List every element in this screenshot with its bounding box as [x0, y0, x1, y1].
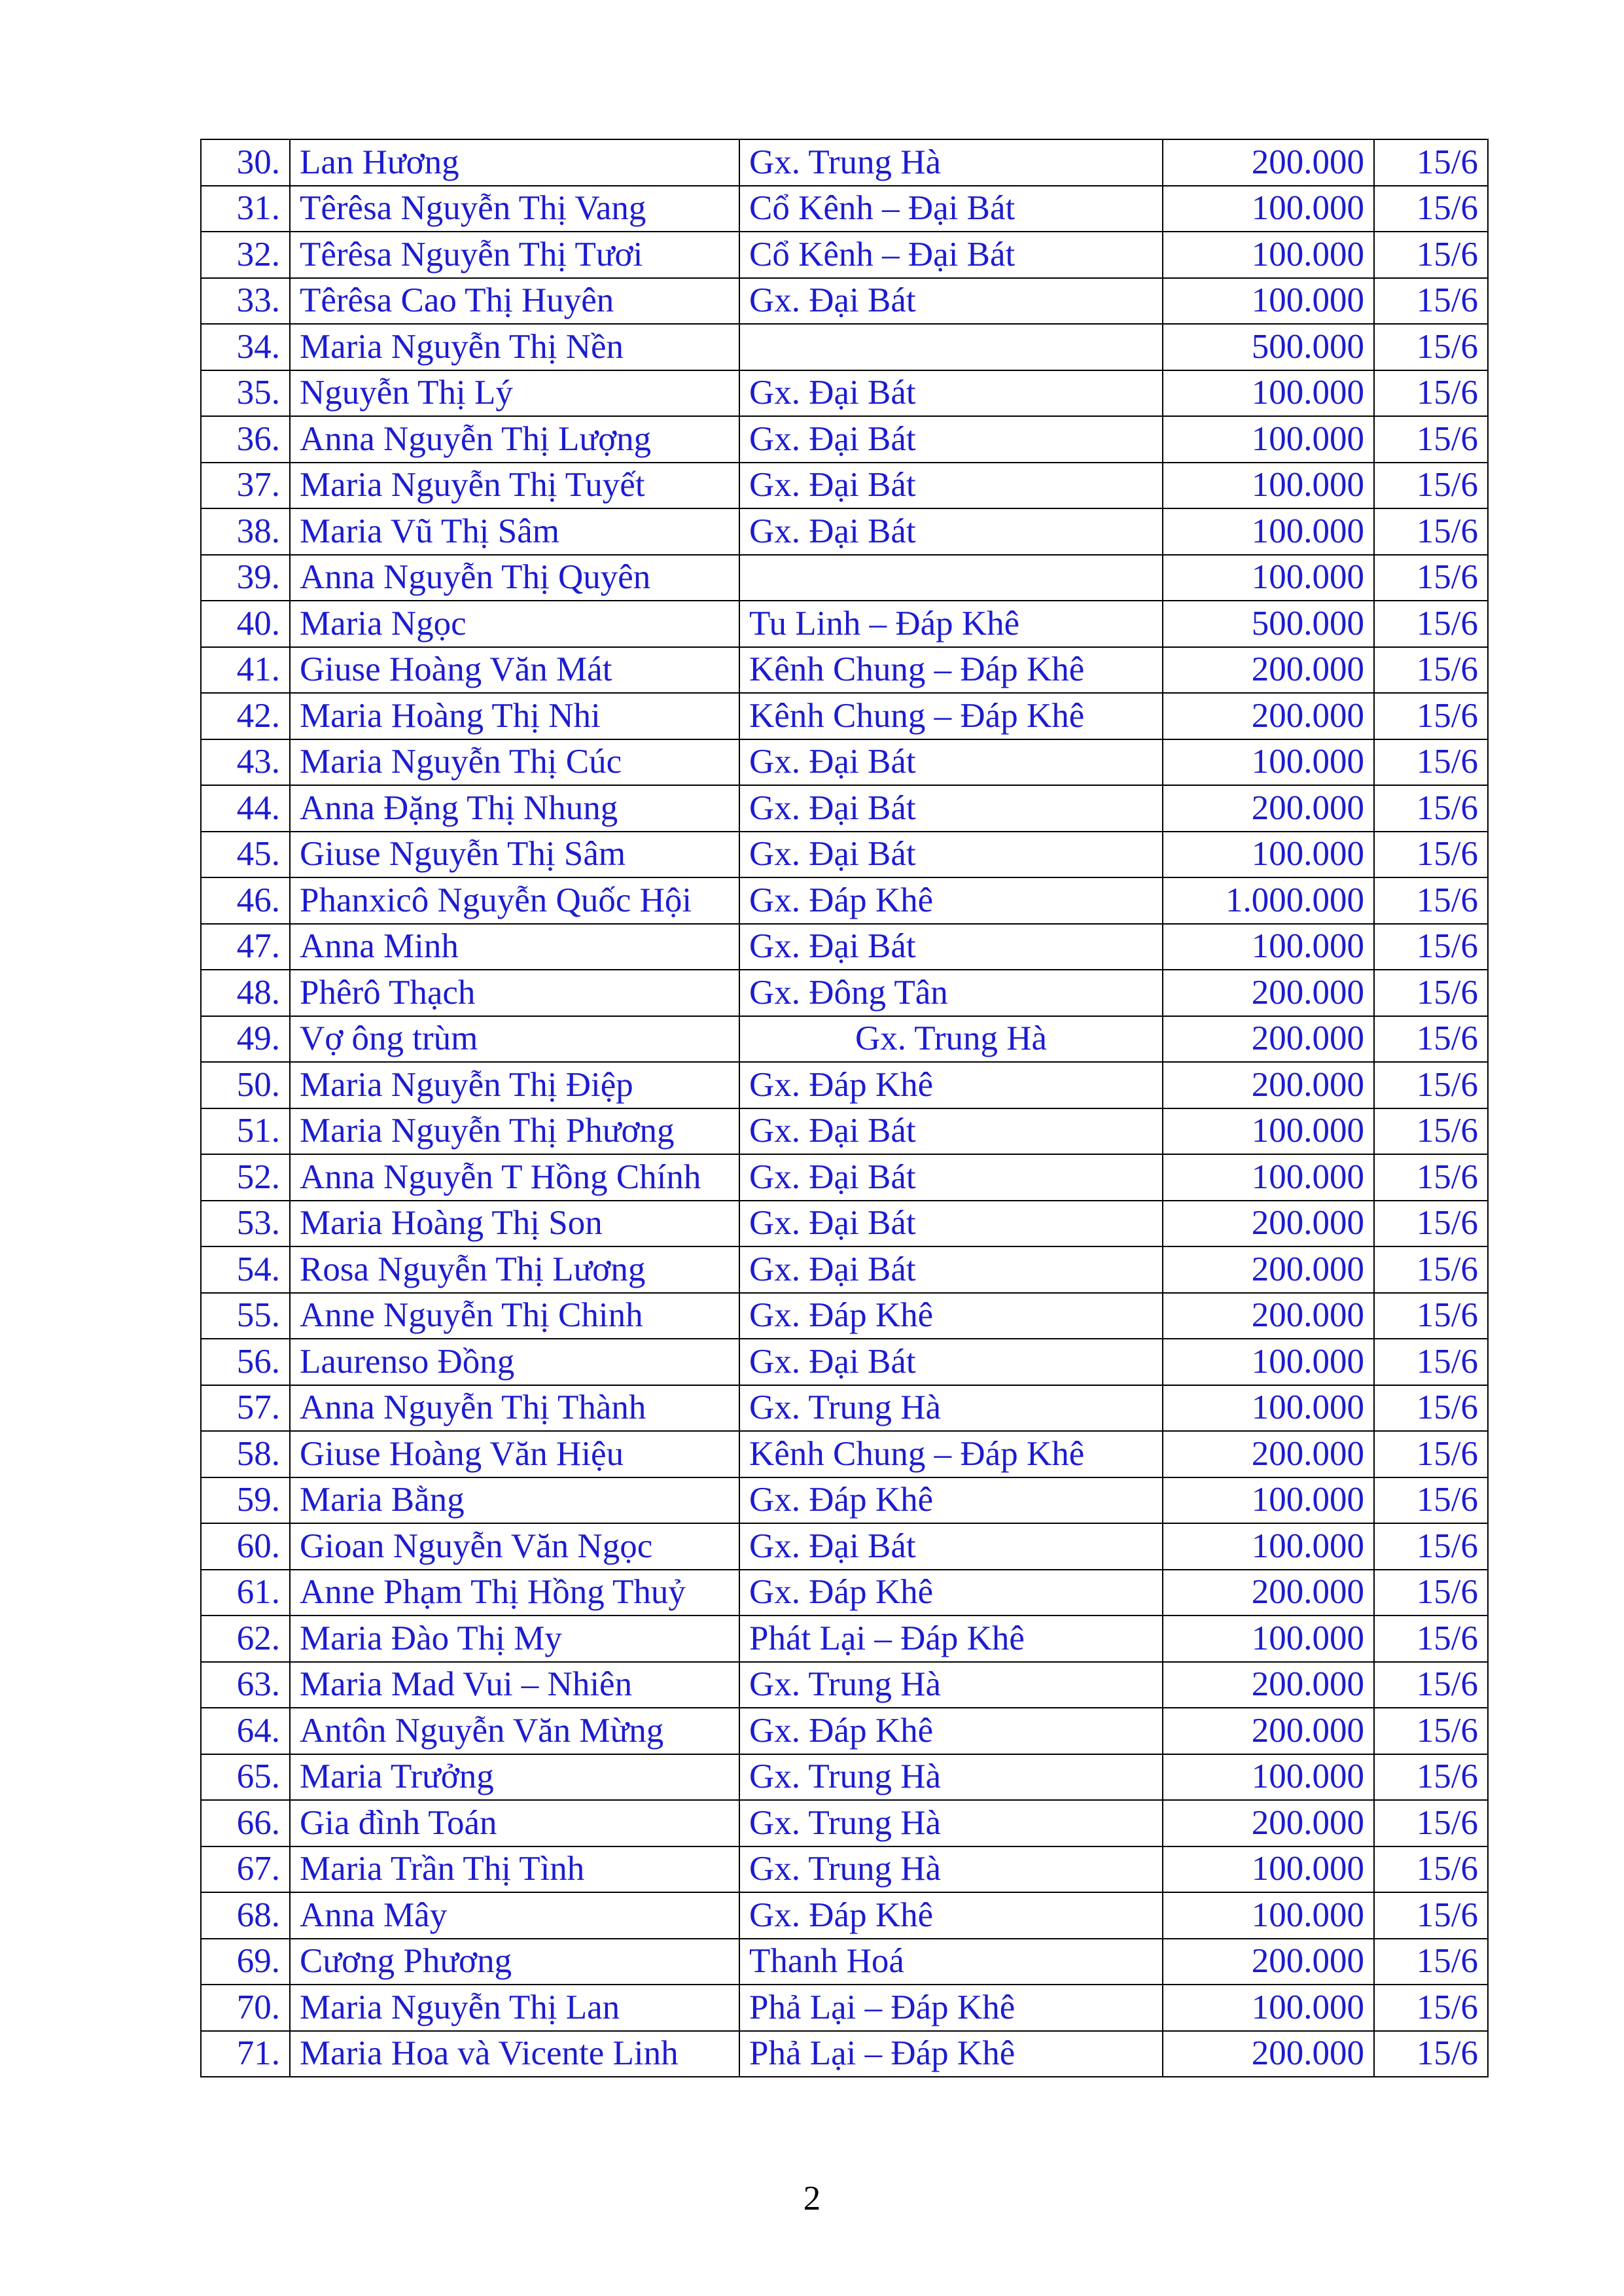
donor-name: Maria Hoàng Thị Son [290, 1201, 739, 1247]
donor-name: Anna Nguyễn Thị Thành [290, 1385, 739, 1432]
donation-date: 15/6 [1374, 555, 1488, 601]
donation-date: 15/6 [1374, 1939, 1488, 1985]
donation-date: 15/6 [1374, 970, 1488, 1016]
donor-name: Maria Nguyễn Thị Phương [290, 1108, 739, 1155]
table-row [201, 1846, 1488, 1893]
row-number: 59. [201, 1477, 290, 1524]
donor-place: Gx. Trung Hà [739, 139, 1163, 186]
donation-amount: 200.000 [1163, 693, 1374, 739]
donor-name: Laurenso Đồng [290, 1339, 739, 1385]
table-row [201, 555, 1488, 601]
donation-date: 15/6 [1374, 2031, 1488, 2077]
donation-amount: 1.000.000 [1163, 877, 1374, 924]
donation-date: 15/6 [1374, 1154, 1488, 1201]
donation-date: 15/6 [1374, 278, 1488, 325]
row-number: 58. [201, 1431, 290, 1477]
row-number: 68. [201, 1892, 290, 1939]
donor-name: Anna Nguyễn Thị Quyên [290, 555, 739, 601]
donation-amount: 100.000 [1163, 1846, 1374, 1893]
donation-amount: 100.000 [1163, 1523, 1374, 1570]
donation-date: 15/6 [1374, 1431, 1488, 1477]
donation-date: 15/6 [1374, 1846, 1488, 1893]
donor-place: Gx. Trung Hà [739, 1016, 1163, 1063]
donor-name: Anne Nguyễn Thị Chinh [290, 1293, 739, 1339]
donation-date: 15/6 [1374, 647, 1488, 694]
table-row [201, 1892, 1488, 1939]
donor-name: Anna Mây [290, 1892, 739, 1939]
donor-place: Gx. Đông Tân [739, 970, 1163, 1016]
donor-place: Gx. Trung Hà [739, 1800, 1163, 1846]
row-number: 47. [201, 924, 290, 970]
row-number: 56. [201, 1339, 290, 1385]
donation-amount: 100.000 [1163, 463, 1374, 509]
donation-amount: 200.000 [1163, 1062, 1374, 1108]
row-number: 35. [201, 370, 290, 417]
donation-amount: 500.000 [1163, 601, 1374, 647]
donation-date: 15/6 [1374, 463, 1488, 509]
donation-amount: 100.000 [1163, 1985, 1374, 2031]
donation-date: 15/6 [1374, 877, 1488, 924]
donor-name: Maria Nguyễn Thị Cúc [290, 739, 739, 786]
donation-amount: 100.000 [1163, 186, 1374, 232]
donor-name: Rosa Nguyễn Thị Lương [290, 1246, 739, 1293]
row-number: 41. [201, 647, 290, 694]
table-row [201, 693, 1488, 739]
donation-amount: 200.000 [1163, 970, 1374, 1016]
donor-name: Anna Đặng Thị Nhung [290, 785, 739, 832]
row-number: 69. [201, 1939, 290, 1985]
donation-date: 15/6 [1374, 1293, 1488, 1339]
donation-amount: 100.000 [1163, 1385, 1374, 1432]
donation-date: 15/6 [1374, 1892, 1488, 1939]
donation-date: 15/6 [1374, 924, 1488, 970]
donor-place: Gx. Đại Bát [739, 416, 1163, 463]
donation-date: 15/6 [1374, 370, 1488, 417]
donor-name: Anna Nguyễn Thị Lượng [290, 416, 739, 463]
donor-place: Gx. Đáp Khê [739, 1062, 1163, 1108]
donation-amount: 100.000 [1163, 924, 1374, 970]
donation-date: 15/6 [1374, 508, 1488, 555]
donor-place: Gx. Đáp Khê [739, 1293, 1163, 1339]
donation-amount: 200.000 [1163, 1662, 1374, 1708]
donation-date: 15/6 [1374, 1201, 1488, 1247]
row-number: 32. [201, 232, 290, 278]
donor-place: Gx. Đại Bát [739, 278, 1163, 325]
donation-amount: 100.000 [1163, 832, 1374, 878]
donation-amount: 100.000 [1163, 1616, 1374, 1662]
donation-amount: 100.000 [1163, 1108, 1374, 1155]
donation-date: 15/6 [1374, 1616, 1488, 1662]
table-row [201, 785, 1488, 832]
donor-place: Gx. Trung Hà [739, 1385, 1163, 1432]
donation-date: 15/6 [1374, 1246, 1488, 1293]
donation-amount: 100.000 [1163, 232, 1374, 278]
row-number: 50. [201, 1062, 290, 1108]
donation-amount: 200.000 [1163, 1939, 1374, 1985]
donor-place: Gx. Đại Bát [739, 785, 1163, 832]
donation-amount: 100.000 [1163, 555, 1374, 601]
table-row [201, 877, 1488, 924]
table-row [201, 1939, 1488, 1985]
donor-place: Gx. Đại Bát [739, 1246, 1163, 1293]
row-number: 49. [201, 1016, 290, 1063]
donor-name: Cương Phương [290, 1939, 739, 1985]
donation-amount: 100.000 [1163, 370, 1374, 417]
row-number: 52. [201, 1154, 290, 1201]
donor-place: Gx. Đáp Khê [739, 1892, 1163, 1939]
donation-amount: 100.000 [1163, 1154, 1374, 1201]
donor-place: Kênh Chung – Đáp Khê [739, 693, 1163, 739]
row-number: 51. [201, 1108, 290, 1155]
donor-place: Gx. Đại Bát [739, 1108, 1163, 1155]
donor-name: Maria Mad Vui – Nhiên [290, 1662, 739, 1708]
donor-place: Gx. Trung Hà [739, 1846, 1163, 1893]
donation-amount: 200.000 [1163, 1708, 1374, 1754]
donation-amount: 100.000 [1163, 416, 1374, 463]
donation-date: 15/6 [1374, 139, 1488, 186]
donation-table [200, 139, 1489, 2077]
donation-date: 15/6 [1374, 785, 1488, 832]
donor-name: Maria Bằng [290, 1477, 739, 1524]
donation-date: 15/6 [1374, 1477, 1488, 1524]
donation-amount: 100.000 [1163, 1339, 1374, 1385]
donor-name: Anne Phạm Thị Hồng Thuỷ [290, 1570, 739, 1616]
table-row [201, 1477, 1488, 1524]
table-row [201, 832, 1488, 878]
table-row [201, 739, 1488, 786]
donation-date: 15/6 [1374, 186, 1488, 232]
table-row [201, 324, 1488, 370]
table-row [201, 1616, 1488, 1662]
donation-date: 15/6 [1374, 1385, 1488, 1432]
table-row [201, 2031, 1488, 2077]
donor-place [739, 555, 1163, 601]
table-row [201, 278, 1488, 325]
row-number: 70. [201, 1985, 290, 2031]
donor-name: Maria Nguyễn Thị Nền [290, 324, 739, 370]
table-row [201, 1385, 1488, 1432]
donor-name: Maria Trần Thị Tình [290, 1846, 739, 1893]
donor-place: Gx. Đáp Khê [739, 877, 1163, 924]
donor-place: Gx. Đại Bát [739, 832, 1163, 878]
donor-name: Phanxicô Nguyễn Quốc Hội [290, 877, 739, 924]
table-row [201, 924, 1488, 970]
donation-amount: 100.000 [1163, 1892, 1374, 1939]
table-row [201, 232, 1488, 278]
donor-name: Maria Nguyễn Thị Lan [290, 1985, 739, 2031]
donation-date: 15/6 [1374, 693, 1488, 739]
donor-name: Têrêsa Nguyễn Thị Vang [290, 186, 739, 232]
table-row [201, 139, 1488, 186]
row-number: 44. [201, 785, 290, 832]
donor-name: Maria Nguyễn Thị Tuyết [290, 463, 739, 509]
donor-name: Maria Đào Thị My [290, 1616, 739, 1662]
table-row [201, 601, 1488, 647]
donor-name: Giuse Hoàng Văn Hiệu [290, 1431, 739, 1477]
donor-place: Phát Lại – Đáp Khê [739, 1616, 1163, 1662]
donation-amount: 200.000 [1163, 1201, 1374, 1247]
row-number: 39. [201, 555, 290, 601]
donor-place: Thanh Hoá [739, 1939, 1163, 1985]
donation-amount: 200.000 [1163, 1431, 1374, 1477]
table-row [201, 1016, 1488, 1063]
donor-place: Gx. Đại Bát [739, 1154, 1163, 1201]
table-row [201, 1246, 1488, 1293]
donor-name: Têrêsa Cao Thị Huyên [290, 278, 739, 325]
donation-amount: 200.000 [1163, 2031, 1374, 2077]
row-number: 66. [201, 1800, 290, 1846]
donation-date: 15/6 [1374, 1708, 1488, 1754]
table-row [201, 1754, 1488, 1801]
row-number: 43. [201, 739, 290, 786]
donor-name: Giuse Nguyễn Thị Sâm [290, 832, 739, 878]
donor-place: Gx. Trung Hà [739, 1662, 1163, 1708]
table-row [201, 1201, 1488, 1247]
row-number: 30. [201, 139, 290, 186]
table-row [201, 1662, 1488, 1708]
donation-date: 15/6 [1374, 1108, 1488, 1155]
row-number: 65. [201, 1754, 290, 1801]
donation-amount: 200.000 [1163, 785, 1374, 832]
donation-amount: 100.000 [1163, 508, 1374, 555]
donor-place: Gx. Đáp Khê [739, 1708, 1163, 1754]
row-number: 53. [201, 1201, 290, 1247]
donation-amount: 100.000 [1163, 1477, 1374, 1524]
table-row [201, 416, 1488, 463]
donor-name: Vợ ông trùm [290, 1016, 739, 1063]
table-row [201, 1431, 1488, 1477]
table-row [201, 1339, 1488, 1385]
row-number: 64. [201, 1708, 290, 1754]
donation-date: 15/6 [1374, 416, 1488, 463]
row-number: 60. [201, 1523, 290, 1570]
donor-name: Antôn Nguyễn Văn Mừng [290, 1708, 739, 1754]
row-number: 40. [201, 601, 290, 647]
row-number: 62. [201, 1616, 290, 1662]
donor-name: Maria Ngọc [290, 601, 739, 647]
donor-place: Gx. Đáp Khê [739, 1477, 1163, 1524]
donor-place: Gx. Đại Bát [739, 1339, 1163, 1385]
row-number: 61. [201, 1570, 290, 1616]
row-number: 55. [201, 1293, 290, 1339]
donor-place [739, 324, 1163, 370]
table-row [201, 647, 1488, 694]
donor-name: Maria Hoa và Vicente Linh [290, 2031, 739, 2077]
donor-name: Nguyễn Thị Lý [290, 370, 739, 417]
row-number: 31. [201, 186, 290, 232]
donation-date: 15/6 [1374, 1062, 1488, 1108]
row-number: 37. [201, 463, 290, 509]
row-number: 33. [201, 278, 290, 325]
donor-place: Gx. Đại Bát [739, 1523, 1163, 1570]
row-number: 36. [201, 416, 290, 463]
table-row [201, 1570, 1488, 1616]
donor-name: Gia đình Toán [290, 1800, 739, 1846]
donation-date: 15/6 [1374, 1662, 1488, 1708]
donor-place: Cổ Kênh – Đại Bát [739, 186, 1163, 232]
table-row [201, 508, 1488, 555]
table-row [201, 186, 1488, 232]
donor-name: Giuse Hoàng Văn Mát [290, 647, 739, 694]
donor-place: Gx. Đại Bát [739, 508, 1163, 555]
donation-amount: 100.000 [1163, 278, 1374, 325]
table-row [201, 970, 1488, 1016]
donation-table-body [201, 139, 1488, 2077]
donor-place: Tu Linh – Đáp Khê [739, 601, 1163, 647]
donor-name: Phêrô Thạch [290, 970, 739, 1016]
donor-place: Kênh Chung – Đáp Khê [739, 647, 1163, 694]
table-row [201, 370, 1488, 417]
row-number: 38. [201, 508, 290, 555]
donor-name: Maria Hoàng Thị Nhi [290, 693, 739, 739]
donation-date: 15/6 [1374, 601, 1488, 647]
donor-place: Gx. Đại Bát [739, 739, 1163, 786]
row-number: 48. [201, 970, 290, 1016]
donor-name: Maria Nguyễn Thị Điệp [290, 1062, 739, 1108]
donation-date: 15/6 [1374, 1523, 1488, 1570]
row-number: 67. [201, 1846, 290, 1893]
donor-place: Cổ Kênh – Đại Bát [739, 232, 1163, 278]
donor-name: Maria Vũ Thị Sâm [290, 508, 739, 555]
donation-amount: 200.000 [1163, 139, 1374, 186]
row-number: 45. [201, 832, 290, 878]
donation-amount: 100.000 [1163, 1754, 1374, 1801]
donor-name: Têrêsa Nguyễn Thị Tươi [290, 232, 739, 278]
table-row [201, 1985, 1488, 2031]
donor-place: Gx. Đại Bát [739, 1201, 1163, 1247]
donation-amount: 200.000 [1163, 647, 1374, 694]
donation-amount: 500.000 [1163, 324, 1374, 370]
table-row [201, 1154, 1488, 1201]
donor-name: Lan Hương [290, 139, 739, 186]
donation-amount: 200.000 [1163, 1570, 1374, 1616]
table-row [201, 463, 1488, 509]
table-row [201, 1293, 1488, 1339]
donation-date: 15/6 [1374, 1754, 1488, 1801]
donation-date: 15/6 [1374, 232, 1488, 278]
donor-place: Kênh Chung – Đáp Khê [739, 1431, 1163, 1477]
donor-place: Gx. Trung Hà [739, 1754, 1163, 1801]
page-number: 2 [803, 2180, 821, 2217]
donation-amount: 200.000 [1163, 1016, 1374, 1063]
row-number: 63. [201, 1662, 290, 1708]
table-row [201, 1062, 1488, 1108]
donation-amount: 200.000 [1163, 1293, 1374, 1339]
donation-date: 15/6 [1374, 1570, 1488, 1616]
donation-date: 15/6 [1374, 832, 1488, 878]
donor-name: Gioan Nguyễn Văn Ngọc [290, 1523, 739, 1570]
donation-date: 15/6 [1374, 1985, 1488, 2031]
donation-amount: 100.000 [1163, 739, 1374, 786]
donor-place: Gx. Đại Bát [739, 924, 1163, 970]
row-number: 71. [201, 2031, 290, 2077]
donor-place: Gx. Đại Bát [739, 463, 1163, 509]
donor-name: Anna Minh [290, 924, 739, 970]
donor-place: Phả Lại – Đáp Khê [739, 2031, 1163, 2077]
donation-date: 15/6 [1374, 324, 1488, 370]
row-number: 42. [201, 693, 290, 739]
row-number: 46. [201, 877, 290, 924]
donor-name: Maria Trưởng [290, 1754, 739, 1801]
donor-place: Gx. Đáp Khê [739, 1570, 1163, 1616]
donor-name: Anna Nguyễn T Hồng Chính [290, 1154, 739, 1201]
row-number: 54. [201, 1246, 290, 1293]
donation-date: 15/6 [1374, 1800, 1488, 1846]
donor-place: Phả Lại – Đáp Khê [739, 1985, 1163, 2031]
table-row [201, 1108, 1488, 1155]
donation-date: 15/6 [1374, 1016, 1488, 1063]
row-number: 57. [201, 1385, 290, 1432]
table-row [201, 1708, 1488, 1754]
table-row [201, 1523, 1488, 1570]
row-number: 34. [201, 324, 290, 370]
donation-date: 15/6 [1374, 739, 1488, 786]
table-row [201, 1800, 1488, 1846]
donation-date: 15/6 [1374, 1339, 1488, 1385]
donor-place: Gx. Đại Bát [739, 370, 1163, 417]
donation-amount: 200.000 [1163, 1800, 1374, 1846]
donation-amount: 200.000 [1163, 1246, 1374, 1293]
